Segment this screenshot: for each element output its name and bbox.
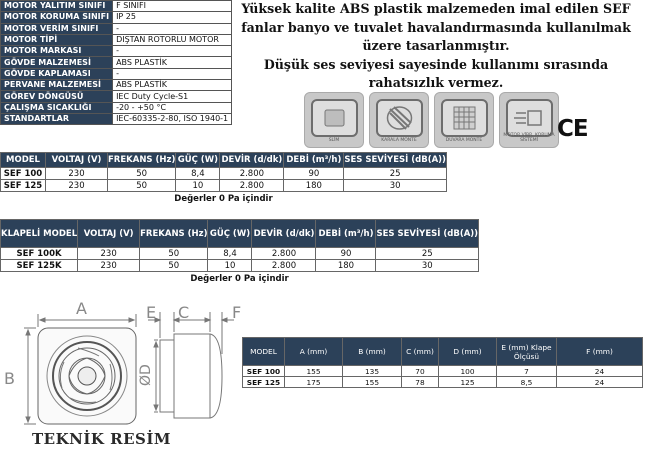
spec-row: [1, 102, 232, 113]
dim-label-c: C: [178, 303, 190, 322]
spec-value: F SINIFI: [113, 1, 232, 12]
table-cell: 100: [439, 366, 497, 377]
table-cell: 230: [78, 260, 140, 272]
table-cell: 10: [208, 260, 252, 272]
dim-label-d: ØD: [138, 364, 154, 386]
spec-value: -20 - +50 °C: [113, 102, 232, 113]
spec-value: IEC Duty Cycle-S1: [113, 91, 232, 102]
table-cell: 90: [316, 248, 376, 260]
description-line: rahatsızlık vermez.: [368, 75, 504, 91]
table-cell: 50: [140, 248, 208, 260]
table-cell: 50: [108, 180, 176, 192]
column-header: DEBİ (m³/h): [284, 153, 344, 168]
table-cell: 155: [285, 366, 343, 377]
table-cell: 50: [140, 260, 208, 272]
spec-key: ÇALIŞMA SICAKLIĞI: [1, 102, 113, 113]
table-row: [243, 366, 643, 377]
table-note: Değerler 0 Pa içindir: [190, 274, 289, 285]
feature-caption: KARALA MONTE: [381, 138, 417, 143]
table-row: [243, 377, 643, 388]
spec-key: MOTOR VERİM SINIFI: [1, 23, 113, 34]
table-cell: 230: [46, 180, 108, 192]
table-cell: 30: [344, 180, 447, 192]
table-cell: 2.800: [252, 248, 316, 260]
spec-key: PERVANE MALZEMESİ: [1, 80, 113, 91]
table-cell: SEF 100: [1, 168, 46, 180]
table-row: [1, 248, 479, 260]
product-description: [226, 0, 646, 93]
dimensions-table: [242, 337, 643, 388]
feature-caption: DUVARA MONTE: [445, 138, 483, 143]
column-header: VOLTAJ (V): [46, 153, 108, 168]
table-cell: 70: [402, 366, 439, 377]
column-header: KLAPELİ MODEL: [1, 220, 78, 248]
table-cell: 8,4: [176, 168, 220, 180]
slim-icon: [304, 92, 364, 148]
grille-icon: [434, 92, 494, 148]
spec-row: [1, 91, 232, 102]
drawing-caption: TEKNİK RESİM: [32, 430, 171, 448]
column-header: DEVİR (d/dk): [252, 220, 316, 248]
description-line: üzere tasarlanmıştır.: [362, 38, 510, 54]
table-cell: 2.800: [220, 168, 284, 180]
spec-value: -: [113, 68, 232, 79]
table-cell: 24: [557, 377, 643, 388]
spec-value: DIŞTAN ROTORLU MOTOR: [113, 34, 232, 45]
spec-row: [1, 68, 232, 79]
table-cell: 8,5: [497, 377, 557, 388]
table-cell: 25: [376, 248, 479, 260]
technical-drawing: [0, 294, 250, 426]
table-cell: SEF 100: [243, 366, 285, 377]
table-cell: 90: [284, 168, 344, 180]
column-header: E (mm) Klape Ölçüsü: [497, 338, 557, 366]
column-header: F (mm): [557, 338, 643, 366]
column-header: A (mm): [285, 338, 343, 366]
description-line: fanlar banyo ve tuvalet havalandırmasında kullanılmak: [241, 19, 631, 35]
table-cell: 175: [285, 377, 343, 388]
table-cell: SEF 125: [243, 377, 285, 388]
table-cell: 24: [557, 366, 643, 377]
column-header: FREKANS (Hz): [108, 153, 176, 168]
spec-value: -: [113, 23, 232, 34]
column-header: MODEL: [1, 153, 46, 168]
table-cell: 10: [176, 180, 220, 192]
table-row: [1, 180, 447, 192]
description-line: Yüksek kalite ABS plastik malzemeden imal edilen SEF: [241, 1, 631, 16]
table-cell: 30: [376, 260, 479, 272]
column-header: SES SEVİYESİ (dB(A)): [376, 220, 479, 248]
ce-mark: CE: [557, 116, 588, 142]
table-cell: 155: [343, 377, 402, 388]
table-cell: 8,4: [208, 248, 252, 260]
column-header: C (mm): [402, 338, 439, 366]
dim-label-e: E: [146, 303, 157, 322]
table-cell: 230: [78, 248, 140, 260]
table-cell: 125: [439, 377, 497, 388]
flap-performance-table: [0, 219, 479, 287]
column-header: GÜÇ (W): [208, 220, 252, 248]
table-cell: SEF 100K: [1, 248, 78, 260]
column-header: SES SEVİYESİ (dB(A)): [344, 153, 447, 168]
spec-row: [1, 113, 232, 124]
spec-table: [0, 0, 232, 125]
table-cell: 78: [402, 377, 439, 388]
table-cell: 50: [108, 168, 176, 180]
spec-row: [1, 1, 232, 12]
column-header: DEBİ (m³/h): [316, 220, 376, 248]
spec-key: STANDARTLAR: [1, 113, 113, 124]
column-header: GÜÇ (W): [176, 153, 220, 168]
table-note: Değerler 0 Pa içindir: [174, 194, 273, 205]
spec-key: GÖVDE MALZEMESİ: [1, 57, 113, 68]
spec-row: [1, 46, 232, 57]
spec-value: IEC-60335-2-80, ISO 1940-1: [113, 113, 232, 124]
dim-label-b: B: [4, 369, 15, 388]
table-cell: 2.800: [220, 180, 284, 192]
ball-bearing-icon: [369, 92, 429, 148]
column-header: MODEL: [243, 338, 285, 366]
table-cell: 25: [344, 168, 447, 180]
table-row: [1, 260, 479, 272]
table-cell: SEF 125K: [1, 260, 78, 272]
dim-label-f: F: [232, 303, 242, 322]
feature-icons: [304, 92, 559, 148]
spec-row: [1, 23, 232, 34]
table-cell: 2.800: [252, 260, 316, 272]
description-line: Düşük ses seviyesi sayesinde kullanımı sırasında: [263, 56, 609, 72]
spec-row: [1, 80, 232, 91]
table-cell: 230: [46, 168, 108, 180]
spec-key: GÖVDE KAPLAMASI: [1, 68, 113, 79]
spec-value: IP 25: [113, 12, 232, 23]
feature-caption: SLİM: [328, 138, 340, 143]
spec-key: GÖREV DÖNGÜSÜ: [1, 91, 113, 102]
table-cell: 180: [316, 260, 376, 272]
table-cell: 7: [497, 366, 557, 377]
spec-value: ABS PLASTİK: [113, 57, 232, 68]
column-header: D (mm): [439, 338, 497, 366]
column-header: B (mm): [343, 338, 402, 366]
dim-label-a: A: [76, 299, 87, 318]
spec-value: ABS PLASTİK: [113, 80, 232, 91]
spec-row: [1, 57, 232, 68]
column-header: FREKANS (Hz): [140, 220, 208, 248]
spec-row: [1, 12, 232, 23]
spec-key: MOTOR KORUMA SINIFI: [1, 12, 113, 23]
table-cell: 180: [284, 180, 344, 192]
feature-caption: MOTOR VİBR. KORUMA SİSTEMİ: [503, 133, 555, 143]
table-cell: SEF 125: [1, 180, 46, 192]
performance-table: [0, 152, 447, 207]
spec-key: MOTOR TİPİ: [1, 34, 113, 45]
spec-value: -: [113, 46, 232, 57]
column-header: VOLTAJ (V): [78, 220, 140, 248]
spec-key: MOTOR YALITIM SINIFI: [1, 1, 113, 12]
spec-key: MOTOR MARKASI: [1, 46, 113, 57]
column-header: DEVİR (d/dk): [220, 153, 284, 168]
spec-row: [1, 34, 232, 45]
table-row: [1, 168, 447, 180]
motor-protection-icon: [499, 92, 559, 148]
table-cell: 135: [343, 366, 402, 377]
